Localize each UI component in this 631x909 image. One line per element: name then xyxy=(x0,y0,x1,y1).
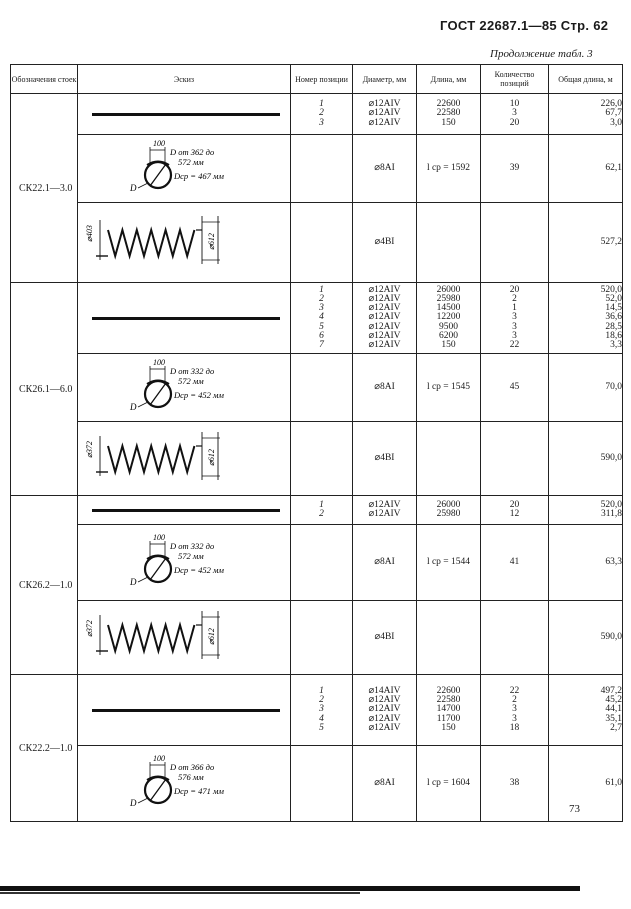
spring-sketch xyxy=(78,206,288,276)
position-number-value: 3 xyxy=(319,117,324,128)
diameter xyxy=(353,422,417,496)
table-row xyxy=(11,675,623,746)
position-number-value: 6 xyxy=(319,330,324,341)
ring-mean-diameter: Dср = 452 мм xyxy=(174,565,224,575)
total-length-value: 67,7 xyxy=(605,108,622,119)
table-row xyxy=(11,496,623,525)
total-length-value: 18,6 xyxy=(605,330,622,341)
page-number: 73 xyxy=(569,803,580,815)
total-length xyxy=(549,203,623,283)
table-row xyxy=(11,525,623,601)
diameter-value: ⌀12AIV xyxy=(368,695,401,706)
table-row xyxy=(11,135,623,203)
total-length-value: 520,0 xyxy=(600,499,622,510)
total-length-value: 3,3 xyxy=(610,339,622,350)
total-length-value: 63,3 xyxy=(605,556,622,567)
table-row xyxy=(11,746,623,822)
col-header-diameter: Диаметр, мм xyxy=(353,65,417,94)
position-number xyxy=(291,354,353,422)
position-number xyxy=(291,283,353,354)
count-value: 39 xyxy=(509,162,520,173)
position-number xyxy=(291,746,353,822)
total-length-value: 14,5 xyxy=(605,303,622,314)
position-number xyxy=(291,525,353,601)
ring-sketch xyxy=(78,529,288,593)
total-length-value: 527,2 xyxy=(600,236,622,247)
diameter xyxy=(353,746,417,822)
length-value: 22600 xyxy=(436,99,461,110)
col-header-length: Длина, мм xyxy=(417,65,481,94)
sketch-cell xyxy=(78,525,291,601)
count xyxy=(481,675,549,746)
diameter-value: ⌀12AIV xyxy=(368,117,401,128)
length xyxy=(417,496,481,525)
position-number-value: 5 xyxy=(319,722,324,733)
spring-sketch xyxy=(78,601,288,671)
length xyxy=(417,601,481,675)
diameter xyxy=(353,496,417,525)
position-number-value: 2 xyxy=(319,509,324,519)
bottom-rule xyxy=(0,886,580,891)
reinforcement-table xyxy=(10,64,623,822)
total-length xyxy=(549,746,623,822)
rod-sketch xyxy=(78,675,290,745)
count-value: 1 xyxy=(512,303,517,314)
spring-diameter-dim: ⌀612 xyxy=(207,233,216,250)
rod-line xyxy=(92,113,280,116)
diameter-value: ⌀12AIV xyxy=(368,321,401,332)
table-row xyxy=(11,354,623,422)
ring-d-label: D xyxy=(130,577,137,587)
rod-line xyxy=(92,509,280,512)
count xyxy=(481,746,549,822)
position-number-value: 3 xyxy=(319,303,324,314)
diameter-value: ⌀8AI xyxy=(374,556,395,567)
rod-line xyxy=(92,709,280,712)
sketch-cell xyxy=(78,675,291,746)
ring-mean-diameter: Dср = 471 мм xyxy=(174,786,224,796)
spring-pitch-dim: ⌀372 xyxy=(85,441,94,458)
length-value: 22580 xyxy=(436,108,461,119)
total-length-value: 35,1 xyxy=(605,713,622,724)
position-number xyxy=(291,135,353,203)
length-value: 150 xyxy=(441,722,456,733)
total-length-value: 497,2 xyxy=(600,686,622,697)
total-length xyxy=(549,135,623,203)
total-length xyxy=(549,675,623,746)
ring-mean-diameter: Dср = 452 мм xyxy=(174,390,224,400)
diameter xyxy=(353,283,417,354)
total-length-value: 590,0 xyxy=(600,631,622,642)
position-number-value: 4 xyxy=(319,312,324,323)
position-number-value: 1 xyxy=(319,284,324,295)
count xyxy=(481,135,549,203)
length-value: 22580 xyxy=(436,695,461,706)
ring-dim-overlap: 100 xyxy=(153,533,165,542)
position-number-value: 3 xyxy=(319,704,324,715)
col-header-position: Номер позиции xyxy=(291,65,353,94)
rack-designation-label: СК26.2—1.0 xyxy=(19,579,73,591)
diameter xyxy=(353,203,417,283)
total-length-value: 2,7 xyxy=(610,722,622,733)
count-value: 22 xyxy=(509,686,520,697)
count-value: 2 xyxy=(512,294,517,305)
count-value: 38 xyxy=(509,777,520,788)
sketch-cell xyxy=(78,203,291,283)
count-value: 3 xyxy=(512,713,517,724)
total-length xyxy=(549,601,623,675)
rack-designation-label: СК26.1—6.0 xyxy=(19,383,73,395)
position-number xyxy=(291,601,353,675)
ring-diameter-range: D от 332 до xyxy=(170,541,215,551)
diameter-value: ⌀12AIV xyxy=(368,303,401,314)
position-number-value: 2 xyxy=(319,695,324,706)
rod-sketch xyxy=(78,283,290,353)
total-length xyxy=(549,525,623,601)
ring-dim-overlap: 100 xyxy=(153,358,165,367)
total-length xyxy=(549,422,623,496)
diameter-value: ⌀12AIV xyxy=(368,330,401,341)
length-value: l ср = 1545 xyxy=(426,381,471,392)
diameter-value: ⌀12AIV xyxy=(368,499,401,510)
position-number-value: 1 xyxy=(319,499,324,510)
table-row xyxy=(11,601,623,675)
table-row xyxy=(11,283,623,354)
diameter-value: ⌀4BI xyxy=(374,452,395,463)
rack-designation xyxy=(11,496,78,675)
diameter-value: ⌀4BI xyxy=(374,236,395,247)
rack-designation-label: СК22.2—1.0 xyxy=(19,742,73,754)
length xyxy=(417,135,481,203)
page-header: ГОСТ 22687.1—85 Стр. 62 xyxy=(440,18,609,33)
length-value: 26000 xyxy=(436,284,461,295)
position-number xyxy=(291,203,353,283)
rack-designation xyxy=(11,283,78,496)
total-length-value: 36,6 xyxy=(605,312,622,323)
col-header-total-length: Общая длина, м xyxy=(549,65,623,94)
count xyxy=(481,525,549,601)
position-number-value: 5 xyxy=(319,321,324,332)
ring-diameter-max: 572 мм xyxy=(178,376,204,386)
diameter-value: ⌀8AI xyxy=(374,777,395,788)
length-value: 25980 xyxy=(436,294,461,305)
total-length-value: 311,8 xyxy=(600,509,622,519)
diameter xyxy=(353,354,417,422)
table-continuation-label: Продолжение табл. 3 xyxy=(490,48,593,60)
diameter-value: ⌀12AIV xyxy=(368,294,401,305)
count-value: 10 xyxy=(509,99,520,110)
count xyxy=(481,203,549,283)
sketch-cell xyxy=(78,422,291,496)
total-length-value: 28,5 xyxy=(605,321,622,332)
length-value: 25980 xyxy=(436,509,461,519)
table-row xyxy=(11,422,623,496)
length-value: 6200 xyxy=(439,330,458,341)
diameter-value: ⌀12AIV xyxy=(368,713,401,724)
count-value: 3 xyxy=(512,321,517,332)
count-value: 45 xyxy=(509,381,520,392)
length xyxy=(417,203,481,283)
length-value: 11700 xyxy=(436,713,461,724)
diameter xyxy=(353,94,417,135)
ring-diameter-range: D от 332 до xyxy=(170,366,215,376)
total-length xyxy=(549,94,623,135)
count-value: 3 xyxy=(512,330,517,341)
ring-diameter-max: 576 мм xyxy=(178,772,204,782)
sketch-cell xyxy=(78,601,291,675)
ring-d-label: D xyxy=(130,402,137,412)
count-value: 20 xyxy=(509,499,520,510)
ring-sketch xyxy=(78,354,288,418)
col-header-sketch: Эскиз xyxy=(78,65,291,94)
total-length xyxy=(549,354,623,422)
spring-pitch-dim: ⌀372 xyxy=(85,620,94,637)
count-value: 22 xyxy=(509,339,520,350)
diameter xyxy=(353,525,417,601)
length xyxy=(417,422,481,496)
length-value: l ср = 1604 xyxy=(426,777,471,788)
total-length-value: 226,0 xyxy=(600,99,622,110)
ring-d-label: D xyxy=(130,183,137,193)
count xyxy=(481,422,549,496)
length xyxy=(417,94,481,135)
count xyxy=(481,283,549,354)
diameter-value: ⌀12AIV xyxy=(368,108,401,119)
ring-sketch xyxy=(78,135,288,199)
rack-designation xyxy=(11,94,78,283)
ring-diameter-range: D от 366 до xyxy=(170,762,215,772)
diameter-value: ⌀12AIV xyxy=(368,704,401,715)
total-length-value: 70,0 xyxy=(605,381,622,392)
length-value: 9500 xyxy=(439,321,458,332)
total-length-value: 44,1 xyxy=(605,704,622,715)
diameter xyxy=(353,675,417,746)
count-value: 20 xyxy=(509,284,520,295)
ring-sketch xyxy=(78,750,288,814)
diameter-value: ⌀14AIV xyxy=(368,686,401,697)
table-row xyxy=(11,203,623,283)
total-length-value: 3,0 xyxy=(610,117,622,128)
rack-designation-label: СК22.1—3.0 xyxy=(19,182,73,194)
ring-diameter-max: 572 мм xyxy=(178,551,204,561)
count-value: 18 xyxy=(509,722,520,733)
ring-diameter-max: 572 мм xyxy=(178,157,204,167)
length-value: 14500 xyxy=(436,303,461,314)
total-length-value: 61,0 xyxy=(605,777,622,788)
position-number-value: 2 xyxy=(319,108,324,119)
count xyxy=(481,601,549,675)
rod-sketch xyxy=(78,496,290,524)
position-number-value: 2 xyxy=(319,294,324,305)
count-value: 20 xyxy=(509,117,520,128)
sketch-cell xyxy=(78,746,291,822)
count-value: 41 xyxy=(509,556,520,567)
bottom-rule-thin xyxy=(0,892,360,894)
length-value: 150 xyxy=(441,339,456,350)
diameter-value: ⌀12AIV xyxy=(368,284,401,295)
diameter-value: ⌀12AIV xyxy=(368,509,401,519)
ring-diameter-range: D от 362 до xyxy=(170,147,215,157)
position-number-value: 7 xyxy=(319,339,324,350)
sketch-cell xyxy=(78,283,291,354)
sketch-cell xyxy=(78,354,291,422)
length xyxy=(417,283,481,354)
total-length-value: 62,1 xyxy=(605,162,622,173)
position-number-value: 1 xyxy=(319,686,324,697)
count-value: 3 xyxy=(512,108,517,119)
length-value: 150 xyxy=(441,117,456,128)
diameter-value: ⌀12AIV xyxy=(368,722,401,733)
position-number xyxy=(291,94,353,135)
ring-dim-overlap: 100 xyxy=(153,139,165,148)
diameter-value: ⌀8AI xyxy=(374,162,395,173)
col-header-count: Количество позиций xyxy=(481,65,549,94)
length xyxy=(417,675,481,746)
total-length xyxy=(549,496,623,525)
sketch-cell xyxy=(78,135,291,203)
count xyxy=(481,496,549,525)
length xyxy=(417,354,481,422)
col-header-designation: Обозначения стоек xyxy=(11,65,78,94)
count-value: 3 xyxy=(512,704,517,715)
position-number-value: 4 xyxy=(319,713,324,724)
spring-diameter-dim: ⌀612 xyxy=(207,628,216,645)
count-value: 3 xyxy=(512,312,517,323)
sketch-cell xyxy=(78,496,291,525)
total-length-value: 590,0 xyxy=(600,452,622,463)
length-value: l ср = 1544 xyxy=(426,556,471,567)
sketch-cell xyxy=(78,94,291,135)
table-row xyxy=(11,94,623,135)
diameter-value: ⌀4BI xyxy=(374,631,395,642)
total-length-value: 52,0 xyxy=(605,294,622,305)
total-length xyxy=(549,283,623,354)
rod-sketch xyxy=(78,94,290,134)
table-header-row xyxy=(11,65,623,94)
count-value: 12 xyxy=(509,509,520,519)
length-value: 14700 xyxy=(436,704,461,715)
length-value: l ср = 1592 xyxy=(426,162,471,173)
ring-mean-diameter: Dср = 467 мм xyxy=(174,171,224,181)
diameter-value: ⌀12AIV xyxy=(368,312,401,323)
diameter-value: ⌀12AIV xyxy=(368,99,401,110)
length-value: 12200 xyxy=(436,312,461,323)
position-number xyxy=(291,496,353,525)
rack-designation xyxy=(11,675,78,822)
position-number xyxy=(291,675,353,746)
count xyxy=(481,354,549,422)
diameter xyxy=(353,601,417,675)
diameter-value: ⌀8AI xyxy=(374,381,395,392)
length-value: 26000 xyxy=(436,499,461,510)
total-length-value: 520,0 xyxy=(600,284,622,295)
length xyxy=(417,525,481,601)
position-number-value: 1 xyxy=(319,99,324,110)
ring-dim-overlap: 100 xyxy=(153,754,165,763)
spring-pitch-dim: ⌀403 xyxy=(85,225,94,242)
diameter-value: ⌀12AIV xyxy=(368,339,401,350)
diameter xyxy=(353,135,417,203)
spring-diameter-dim: ⌀612 xyxy=(207,449,216,466)
rod-line xyxy=(92,317,280,320)
count xyxy=(481,94,549,135)
length xyxy=(417,746,481,822)
spring-sketch xyxy=(78,422,288,492)
position-number xyxy=(291,422,353,496)
ring-d-label: D xyxy=(130,798,137,808)
total-length-value: 45,2 xyxy=(605,695,622,706)
count-value: 2 xyxy=(512,695,517,706)
length-value: 22600 xyxy=(436,686,461,697)
